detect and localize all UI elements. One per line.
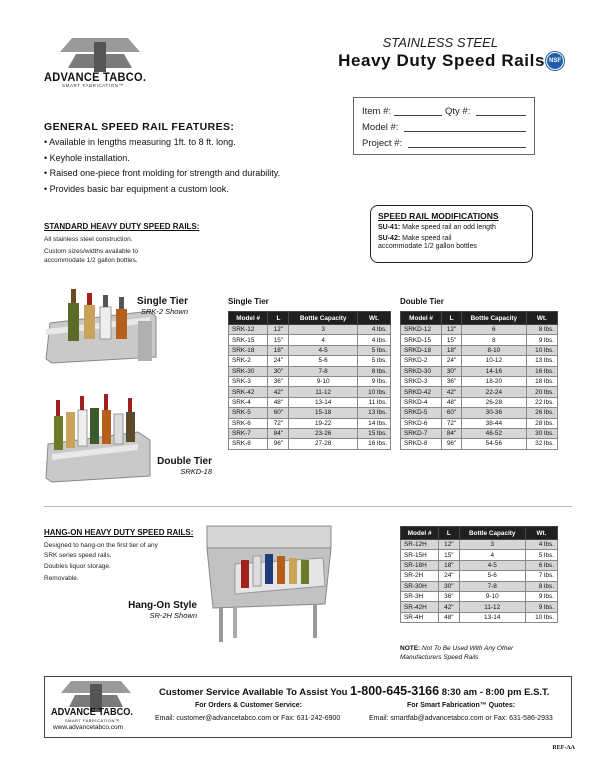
double-tier-caption-title: Double Tier bbox=[157, 456, 212, 467]
table-cell: 27-28 bbox=[289, 439, 358, 449]
table-row bbox=[229, 356, 391, 366]
single-tier-caption-title: Single Tier bbox=[137, 296, 188, 307]
table-cell: 15" bbox=[442, 335, 462, 345]
table-cell: 4 lbs. bbox=[357, 335, 390, 345]
standard-line: accommodate 1/2 gallon bottles. bbox=[44, 257, 138, 264]
model-label: Model #: bbox=[362, 122, 399, 133]
table-row bbox=[401, 325, 558, 335]
table-cell: 30" bbox=[442, 366, 462, 376]
hang-on-caption-sub: SR-2H Shown bbox=[149, 611, 197, 620]
table-cell: 9 lbs. bbox=[525, 602, 557, 612]
table-row bbox=[401, 581, 558, 591]
table-cell: 4-5 bbox=[289, 345, 358, 355]
table-cell: SRK-6 bbox=[229, 418, 268, 428]
table-cell: 4 bbox=[459, 550, 525, 560]
table-row bbox=[229, 428, 391, 438]
table-cell: SR-12H bbox=[401, 540, 439, 550]
table-cell: 18" bbox=[439, 560, 459, 570]
table-cell: 30" bbox=[268, 366, 289, 376]
table-cell: SRK-5 bbox=[229, 408, 268, 418]
table-cell: 22 lbs. bbox=[526, 397, 557, 407]
note-label: NOTE: bbox=[400, 645, 421, 652]
table-cell: 8 lbs. bbox=[526, 325, 557, 335]
brand-name: ADVANCE TABCO. bbox=[44, 70, 147, 84]
column-header: Model # bbox=[229, 312, 268, 325]
table-cell: SRK-42 bbox=[229, 387, 268, 397]
table-cell: 5 lbs. bbox=[357, 345, 390, 355]
footer-service-line bbox=[159, 684, 549, 698]
table-cell: 19-22 bbox=[289, 418, 358, 428]
table-row bbox=[401, 335, 558, 345]
table-cell: SRKD-6 bbox=[401, 418, 442, 428]
table-cell: 30 lbs. bbox=[526, 428, 557, 438]
footer-service-text: Customer Service Available To Assist You bbox=[159, 687, 348, 698]
table-cell: 13 lbs. bbox=[357, 408, 390, 418]
table-row bbox=[401, 591, 558, 601]
note-text: Manufacturers Speed Rails bbox=[400, 654, 479, 661]
table-cell: 8-10 bbox=[461, 345, 526, 355]
table-row bbox=[401, 550, 558, 560]
table-cell: 48" bbox=[268, 397, 289, 407]
table-cell: 10-12 bbox=[461, 356, 526, 366]
table-cell: 23-26 bbox=[289, 428, 358, 438]
table-row bbox=[229, 408, 391, 418]
table-cell: SRK-3 bbox=[229, 376, 268, 386]
hang-on-line: Doubles liquor storage. bbox=[44, 563, 111, 570]
project-label: Project #: bbox=[362, 138, 403, 149]
table-cell: 15 lbs. bbox=[357, 428, 390, 438]
hang-on-description bbox=[44, 541, 158, 583]
table-cell: 9 lbs. bbox=[526, 335, 557, 345]
table-cell: 42" bbox=[442, 387, 462, 397]
modifications-box bbox=[370, 205, 533, 263]
table-cell: SRK-2 bbox=[229, 356, 268, 366]
table-cell: SRKD-2 bbox=[401, 356, 442, 366]
table-cell: 5-6 bbox=[289, 356, 358, 366]
table-row bbox=[401, 345, 558, 355]
feature-item: • Provides basic bar equipment a custom look. bbox=[44, 182, 280, 198]
table-cell: 84" bbox=[442, 428, 462, 438]
standard-line: Custom sizes/widths available to bbox=[44, 247, 138, 255]
standard-line: All stainless steel construction. bbox=[44, 236, 133, 243]
table-cell: 14 lbs. bbox=[357, 418, 390, 428]
table-cell: 24" bbox=[268, 356, 289, 366]
table-row bbox=[229, 345, 391, 355]
qty-label: Qty #: bbox=[445, 106, 471, 117]
table-cell: 16 lbs. bbox=[357, 439, 390, 449]
table-cell: 18" bbox=[268, 345, 289, 355]
table-header-row bbox=[401, 527, 558, 540]
table-cell: SRK-8 bbox=[229, 439, 268, 449]
double-tier-table-title: Double Tier bbox=[400, 297, 444, 306]
section-divider bbox=[44, 506, 572, 507]
table-cell: SRKD-7 bbox=[401, 428, 442, 438]
hang-on-caption bbox=[100, 600, 197, 620]
table-cell: 48" bbox=[439, 612, 459, 622]
table-cell: 20 lbs. bbox=[526, 387, 557, 397]
hang-on-heading: HANG-ON HEAVY DUTY SPEED RAILS: bbox=[44, 528, 194, 537]
project-field[interactable] bbox=[408, 147, 526, 148]
table-header-row bbox=[229, 312, 391, 325]
table-cell: 14-16 bbox=[461, 366, 526, 376]
table-cell: 9 lbs. bbox=[525, 591, 557, 601]
table-cell: SR-3H bbox=[401, 591, 439, 601]
table-cell: 26 lbs. bbox=[526, 408, 557, 418]
single-tier-caption-sub: SRK-2 Shown bbox=[140, 307, 188, 316]
table-row bbox=[401, 540, 558, 550]
table-cell: 28 lbs. bbox=[526, 418, 557, 428]
table-cell: 72" bbox=[268, 418, 289, 428]
modification-su42-cont: accommodate 1/2 gallon bottles bbox=[378, 243, 477, 251]
footer-quotes-heading: For Smart Fabrication™ Quotes: bbox=[407, 702, 516, 709]
table-row bbox=[401, 387, 558, 397]
hang-on-line: SRK series speed rails. bbox=[44, 551, 112, 559]
column-header: Wt. bbox=[525, 527, 557, 540]
table-cell: 5-6 bbox=[459, 571, 525, 581]
column-header: L bbox=[439, 527, 459, 540]
table-cell: 15" bbox=[268, 335, 289, 345]
table-cell: 24" bbox=[442, 356, 462, 366]
table-cell: SRKD-4 bbox=[401, 397, 442, 407]
table-cell: SRK-15 bbox=[229, 335, 268, 345]
table-cell: 12" bbox=[268, 325, 289, 335]
hang-on-rail-image bbox=[205, 524, 333, 644]
column-header: Wt. bbox=[526, 312, 557, 325]
nsf-badge: NSF bbox=[546, 52, 564, 70]
features-list bbox=[44, 135, 280, 197]
hang-on-line: Designed to hang-on the first tier of any bbox=[44, 542, 158, 549]
double-tier-table bbox=[400, 311, 558, 450]
column-header: Model # bbox=[401, 312, 442, 325]
modification-su42: SU-42: Make speed rail bbox=[378, 234, 452, 242]
table-row bbox=[401, 571, 558, 581]
table-cell: 9-10 bbox=[459, 591, 525, 601]
single-tier-table-title: Single Tier bbox=[228, 297, 269, 306]
table-cell: 10 lbs. bbox=[526, 345, 557, 355]
table-cell: 72" bbox=[442, 418, 462, 428]
hang-on-caption-title: Hang-On Style bbox=[128, 600, 197, 611]
table-cell: 10 lbs. bbox=[525, 612, 557, 622]
table-cell: 18-20 bbox=[461, 376, 526, 386]
footer-brand-name: ADVANCE TABCO. bbox=[51, 707, 133, 718]
footer-brand-sub: SMART FABRICATION™ bbox=[65, 718, 120, 723]
table-cell: 30" bbox=[439, 581, 459, 591]
table-row bbox=[229, 418, 391, 428]
table-cell: 96" bbox=[268, 439, 289, 449]
table-row bbox=[401, 356, 558, 366]
table-cell: SRK-18 bbox=[229, 345, 268, 355]
table-cell: SRKD-5 bbox=[401, 408, 442, 418]
table-cell: 32 lbs. bbox=[526, 439, 557, 449]
table-cell: SRK-30 bbox=[229, 366, 268, 376]
table-cell: 42" bbox=[268, 387, 289, 397]
footer-quotes-contact[interactable]: Email: smartfab@advancetabco.com or Fax: 631-586-2933 bbox=[369, 715, 553, 722]
table-cell: SRKD-8 bbox=[401, 439, 442, 449]
table-cell: SRKD-42 bbox=[401, 387, 442, 397]
table-cell: 15-18 bbox=[289, 408, 358, 418]
table-cell: 8 lbs. bbox=[525, 581, 557, 591]
qty-field[interactable] bbox=[476, 115, 526, 116]
table-cell: 3 bbox=[289, 325, 358, 335]
single-tier-caption bbox=[96, 296, 188, 316]
table-cell: 54-56 bbox=[461, 439, 526, 449]
table-row bbox=[229, 335, 391, 345]
table-cell: 11-12 bbox=[289, 387, 358, 397]
table-cell: 24" bbox=[439, 571, 459, 581]
table-row bbox=[229, 439, 391, 449]
table-cell: 13 lbs. bbox=[526, 356, 557, 366]
table-cell: 16 lbs. bbox=[526, 366, 557, 376]
table-cell: 4-5 bbox=[459, 560, 525, 570]
modifications-heading: SPEED RAIL MODIFICATIONS bbox=[378, 211, 499, 221]
table-cell: 9-10 bbox=[289, 376, 358, 386]
table-cell: 12" bbox=[439, 540, 459, 550]
column-header: Bottle Capacity bbox=[461, 312, 526, 325]
table-cell: 7 lbs. bbox=[525, 571, 557, 581]
table-cell: 60" bbox=[268, 408, 289, 418]
table-row bbox=[401, 397, 558, 407]
table-cell: 10 lbs. bbox=[357, 387, 390, 397]
table-cell: 5 lbs. bbox=[357, 356, 390, 366]
table-cell: 30-36 bbox=[461, 408, 526, 418]
hang-on-line: Removable. bbox=[44, 574, 79, 582]
table-cell: SRK-4 bbox=[229, 397, 268, 407]
table-cell: 6 lbs. bbox=[525, 560, 557, 570]
standard-heading: STANDARD HEAVY DUTY SPEED RAILS: bbox=[44, 222, 200, 231]
double-tier-caption-sub: SRKD-18 bbox=[180, 467, 212, 476]
item-label: Item #: bbox=[362, 106, 392, 117]
table-cell: SR-4H bbox=[401, 612, 439, 622]
footer-hours: 8:30 am - 8:00 pm E.S.T. bbox=[441, 687, 550, 698]
table-cell: 5 lbs. bbox=[525, 550, 557, 560]
table-cell: 36" bbox=[439, 591, 459, 601]
footer-phone[interactable]: 1-800-645-3166 bbox=[350, 684, 440, 698]
footer-box bbox=[44, 676, 572, 738]
table-cell: SRKD-18 bbox=[401, 345, 442, 355]
column-header: Model # bbox=[401, 527, 439, 540]
table-cell: 6 bbox=[461, 325, 526, 335]
table-cell: 11 lbs. bbox=[357, 397, 390, 407]
table-cell: 12" bbox=[442, 325, 462, 335]
table-cell: 8 lbs. bbox=[357, 366, 390, 376]
table-cell: 3 bbox=[459, 540, 525, 550]
table-cell: 4 lbs. bbox=[525, 540, 557, 550]
feature-item: • Keyhole installation. bbox=[44, 151, 280, 167]
table-cell: SRKD-30 bbox=[401, 366, 442, 376]
table-cell: 8 bbox=[461, 335, 526, 345]
column-header: Wt. bbox=[357, 312, 390, 325]
table-row bbox=[229, 376, 391, 386]
table-cell: 42" bbox=[439, 602, 459, 612]
table-cell: SRK-7 bbox=[229, 428, 268, 438]
header-subtitle: STAINLESS STEEL bbox=[382, 35, 498, 50]
modification-su41: SU-41: Make speed rail an odd length bbox=[378, 224, 496, 231]
double-tier-caption bbox=[120, 456, 212, 476]
table-cell: SRKD-3 bbox=[401, 376, 442, 386]
model-field[interactable] bbox=[404, 131, 526, 132]
table-cell: SR-2H bbox=[401, 571, 439, 581]
hang-on-table bbox=[400, 526, 558, 623]
table-row bbox=[401, 418, 558, 428]
brand-sub: SMART FABRICATION™ bbox=[62, 83, 124, 88]
table-cell: SR-30H bbox=[401, 581, 439, 591]
table-cell: SR-15H bbox=[401, 550, 439, 560]
column-header: Bottle Capacity bbox=[289, 312, 358, 325]
table-cell: 9 lbs. bbox=[357, 376, 390, 386]
page-title: Heavy Duty Speed Rails bbox=[338, 51, 545, 70]
table-cell: 7-8 bbox=[459, 581, 525, 591]
table-cell: SRKD-12 bbox=[401, 325, 442, 335]
order-form-box bbox=[353, 97, 535, 155]
table-row bbox=[229, 325, 391, 335]
table-cell: 13-14 bbox=[289, 397, 358, 407]
table-cell: SR-18H bbox=[401, 560, 439, 570]
single-tier-table bbox=[228, 311, 391, 450]
table-cell: 36" bbox=[442, 376, 462, 386]
table-row bbox=[401, 408, 558, 418]
table-cell: 15" bbox=[439, 550, 459, 560]
table-cell: 60" bbox=[442, 408, 462, 418]
hang-on-note bbox=[400, 644, 550, 662]
table-row bbox=[401, 560, 558, 570]
table-row bbox=[401, 376, 558, 386]
table-header-row bbox=[401, 312, 558, 325]
table-cell: 48" bbox=[442, 397, 462, 407]
table-cell: SRK-12 bbox=[229, 325, 268, 335]
table-cell: 18 lbs. bbox=[526, 376, 557, 386]
table-cell: 13-14 bbox=[459, 612, 525, 622]
features-heading: GENERAL SPEED RAIL FEATURES: bbox=[44, 121, 235, 133]
reference-code: REF-AA bbox=[552, 745, 575, 751]
table-cell: SRKD-15 bbox=[401, 335, 442, 345]
table-cell: 4 bbox=[289, 335, 358, 345]
feature-item: • Raised one-piece front molding for strength and durability. bbox=[44, 166, 280, 182]
standard-description bbox=[44, 235, 138, 266]
column-header: L bbox=[268, 312, 289, 325]
table-cell: 4 lbs. bbox=[357, 325, 390, 335]
table-cell: 36" bbox=[268, 376, 289, 386]
table-cell: 11-12 bbox=[459, 602, 525, 612]
table-cell: 46-52 bbox=[461, 428, 526, 438]
table-cell: 26-28 bbox=[461, 397, 526, 407]
column-header: Bottle Capacity bbox=[459, 527, 525, 540]
table-cell: 22-24 bbox=[461, 387, 526, 397]
table-cell: 18" bbox=[442, 345, 462, 355]
column-header: L bbox=[442, 312, 462, 325]
table-cell: SR-42H bbox=[401, 602, 439, 612]
table-row bbox=[229, 397, 391, 407]
table-cell: 96" bbox=[442, 439, 462, 449]
table-row bbox=[401, 439, 558, 449]
table-row bbox=[229, 387, 391, 397]
item-field[interactable] bbox=[394, 115, 442, 116]
table-cell: 7-8 bbox=[289, 366, 358, 376]
table-row bbox=[229, 366, 391, 376]
table-cell: 38-44 bbox=[461, 418, 526, 428]
table-row bbox=[401, 366, 558, 376]
table-row bbox=[401, 612, 558, 622]
feature-item: • Available in lengths measuring 1ft. to 8 ft. long. bbox=[44, 135, 280, 151]
footer-orders-contact[interactable]: Email: customer@advancetabco.com or Fax: 631-242-6900 bbox=[155, 715, 341, 722]
note-text: Not To Be Used With Any Other bbox=[420, 645, 514, 652]
footer-orders-heading: For Orders & Customer Service: bbox=[195, 702, 302, 709]
footer-website-link[interactable]: www.advancetabco.com bbox=[53, 724, 124, 731]
table-row bbox=[401, 428, 558, 438]
table-row bbox=[401, 602, 558, 612]
table-cell: 84" bbox=[268, 428, 289, 438]
